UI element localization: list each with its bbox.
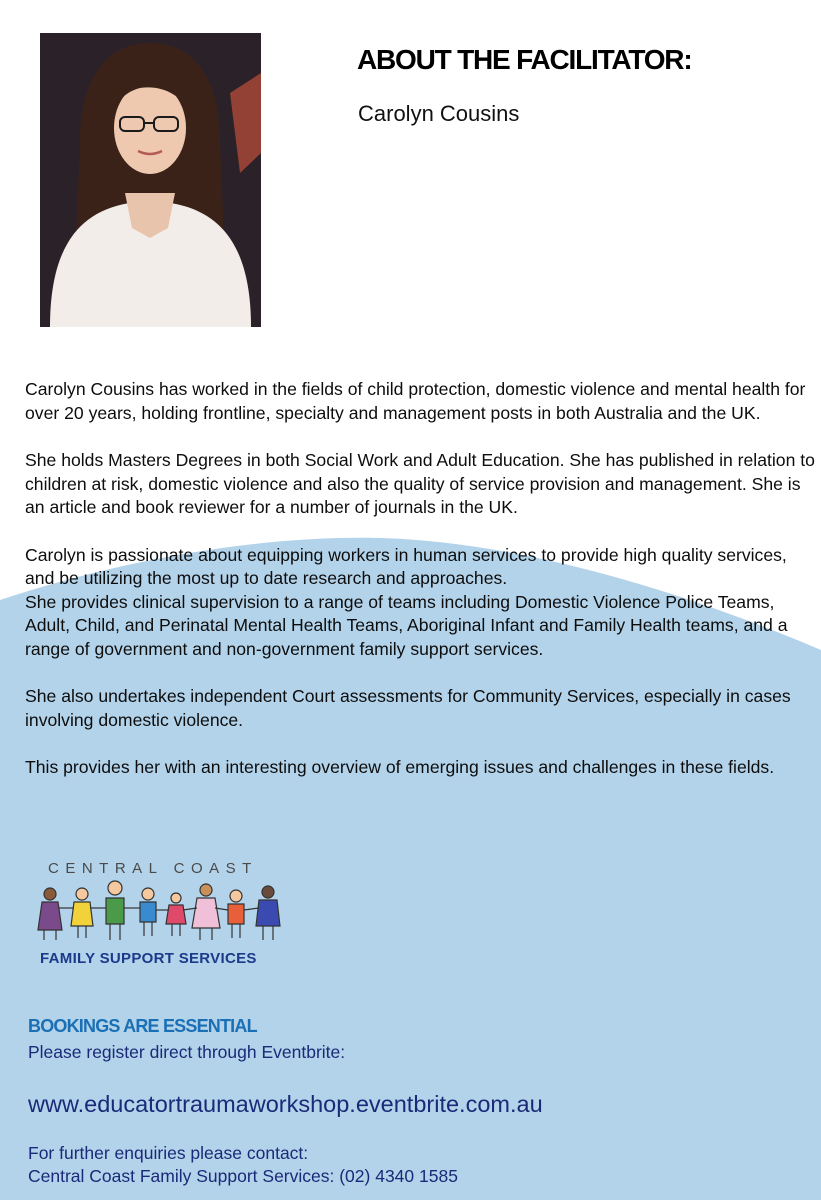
logo-top-text: CENTRAL COAST — [48, 860, 258, 877]
register-instructions: Please register direct through Eventbrite: — [28, 1042, 346, 1062]
enquiries-label: For further enquiries please contact: — [28, 1143, 309, 1163]
bio-paragraph: Carolyn is passionate about equipping workers in human services to provide high quality services, and be utilizing the most up to date research and approaches. — [25, 544, 787, 588]
family-support-logo — [30, 858, 290, 970]
facilitator-bio — [25, 378, 815, 804]
bio-paragraph: Carolyn Cousins has worked in the fields of child protection, domestic violence and mental health for over 20 years, holding frontline, specialty and management posts in both Australia and the UK. — [25, 379, 806, 423]
eventbrite-link[interactable]: www.educatortraumaworkshop.eventbrite.com.au — [28, 1091, 543, 1117]
logo-bottom-text: FAMILY SUPPORT SERVICES — [40, 950, 257, 967]
facilitator-name: Carolyn Cousins — [358, 101, 520, 126]
bookings-notice: BOOKINGS ARE ESSENTIAL — [28, 1016, 257, 1036]
section-heading: ABOUT THE FACILITATOR: — [357, 44, 692, 75]
contact-details: Central Coast Family Support Services: (02) 4340 1585 — [28, 1166, 458, 1186]
facilitator-photo — [40, 33, 261, 327]
bio-paragraph: This provides her with an interesting overview of emerging issues and challenges in these fields. — [25, 757, 775, 777]
bio-paragraph: She also undertakes independent Court assessments for Community Services, especially in cases involving domestic violence. — [25, 686, 791, 730]
bio-paragraph: She provides clinical supervision to a range of teams including Domestic Violence Police Teams, Adult, Child, and Perinatal Mental Health Teams, Aboriginal Infant and Family Health teams, and a range of government and non-government family support services. — [25, 591, 788, 659]
children-holding-hands-icon — [30, 880, 290, 944]
bio-paragraph: She holds Masters Degrees in both Social Work and Adult Education. She has published in relation to children at risk, domestic violence and also the quality of service provision and management. She is an article and book reviewer for a number of journals in the UK. — [25, 450, 815, 517]
